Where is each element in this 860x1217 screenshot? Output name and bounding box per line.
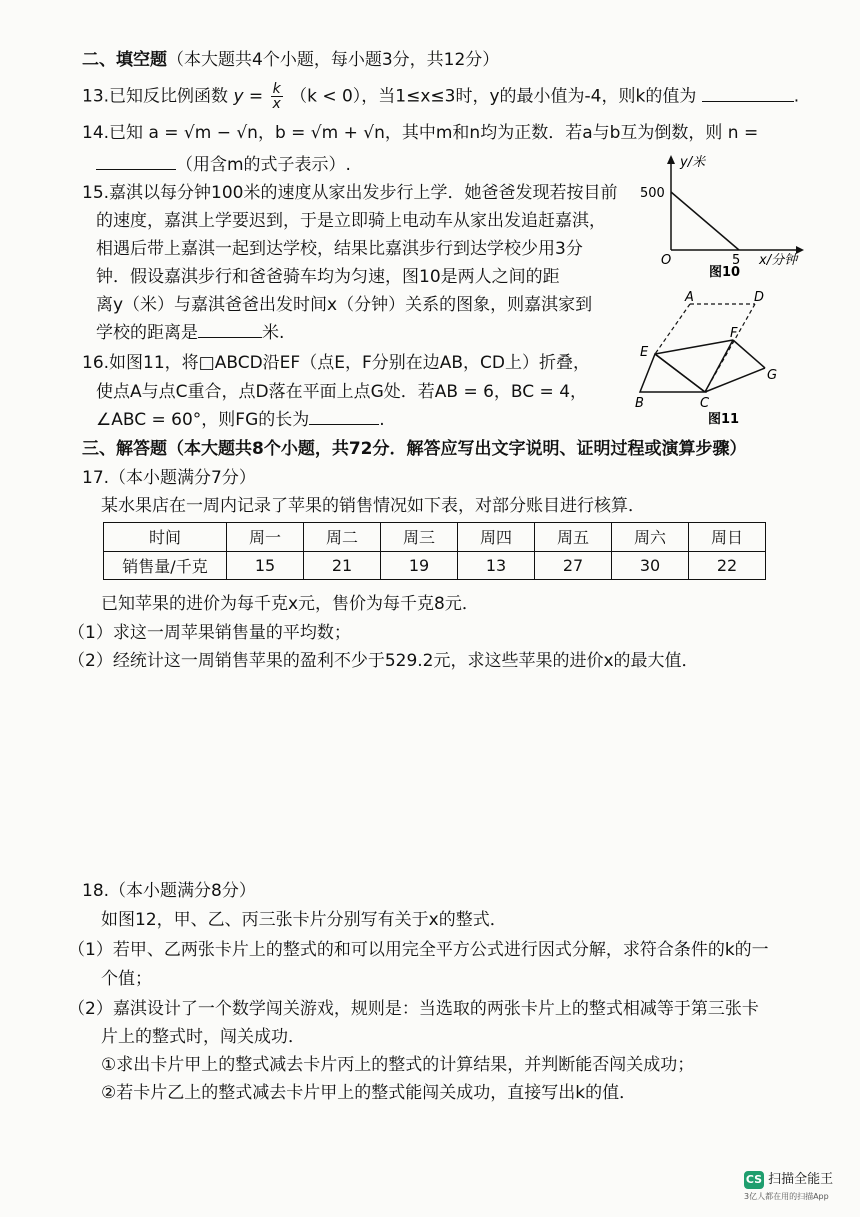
q15-line: 15.嘉淇以每分钟100米的速度从家出发步行上学．她爸爸发现若按目前 <box>82 183 618 203</box>
value-cell: 27 <box>535 551 612 580</box>
q14-line1: 14.已知 a = √m − √n，b = √m + √n，其中m和n均为正数．若a与b互为倒数，则 n = <box>82 123 759 143</box>
header-cell: 周三 <box>381 523 458 552</box>
q14-line2: （用含m的式子表示）. <box>96 154 351 176</box>
x-tick-label: 5 <box>732 253 741 268</box>
header-cell: 周五 <box>535 523 612 552</box>
vertex-c: C <box>700 396 710 411</box>
figure-11-parallelogram <box>630 290 790 430</box>
q18-part1a: （1）若甲、乙两张卡片上的整式的和可以用完全平方公式进行因式分解，求符合条件的k的一 <box>68 940 769 960</box>
value-cell: 19 <box>381 551 458 580</box>
q18-intro: 如图12，甲、乙、丙三张卡片分别写有关于x的整式． <box>101 910 507 930</box>
q18-part2b: 片上的整式时，闯关成功． <box>101 1027 305 1047</box>
point-g: G <box>767 368 778 383</box>
header-cell: 周四 <box>458 523 535 552</box>
q16-line1: 16.如图11，将□ABCD沿EF（点E，F分别在边AB，CD上）折叠， <box>82 353 590 373</box>
q15-line: 离y（米）与嘉淇爸爸出发时间x（分钟）关系的图象，则嘉淇家到 <box>96 295 593 315</box>
x-axis-label: x/分钟 <box>759 253 798 268</box>
table-row <box>104 551 766 580</box>
scanner-watermark <box>744 1168 833 1189</box>
q18-sub1: ①求出卡片甲上的整式减去卡片丙上的整式的计算结果，并判断能否闯关成功； <box>101 1055 695 1075</box>
q18-part1b: 个值； <box>101 969 152 989</box>
q18-head: 18.（本小题满分8分） <box>82 881 256 901</box>
point-e: E <box>640 345 649 360</box>
distance-line <box>671 192 739 250</box>
q18-sub2: ②若卡片乙上的整式减去卡片甲上的整式能闯关成功，直接写出k的值． <box>101 1083 637 1103</box>
vertex-a: A <box>685 290 694 305</box>
value-cell: 22 <box>689 551 766 580</box>
figure-10-graph <box>636 150 816 280</box>
q17-intro: 某水果店在一周内记录了苹果的销售情况如下表，对部分账目进行核算． <box>101 496 645 516</box>
value-cell: 15 <box>227 551 304 580</box>
q18-part2a: （2）嘉淇设计了一个数学闯关游戏，规则是：当选取的两张卡片上的整式相减等于第三张卡 <box>68 999 759 1019</box>
vertex-d: D <box>754 290 765 305</box>
q15-line: 相遇后带上嘉淇一起到达学校，结果比嘉淇步行到达学校少用3分 <box>96 239 583 259</box>
value-cell: 13 <box>458 551 535 580</box>
q17-part1: （1）求这一周苹果销售量的平均数； <box>68 623 351 643</box>
row-label-cell: 销售量/千克 <box>104 551 227 580</box>
value-cell: 21 <box>304 551 381 580</box>
q16-line2: 使点A与点C重合，点D落在平面上点G处．若AB = 6，BC = 4， <box>96 382 588 402</box>
q16-line3: ∠ABC = 60°，则FG的长为 . <box>96 410 385 430</box>
camscanner-logo-icon: CS <box>744 1171 764 1189</box>
q15-line: 钟．假设嘉淇步行和爸爸骑车均为匀速，图10是两人之间的距 <box>96 267 560 287</box>
q17-price: 已知苹果的进价为每千克x元，售价为每千克8元． <box>101 594 479 614</box>
header-cell: 周六 <box>612 523 689 552</box>
value-cell: 30 <box>612 551 689 580</box>
section2-heading: 二、填空题（本大题共4个小题，每小题3分，共12分） <box>82 50 500 70</box>
fraction-k-over-x: $\frac{k}{x}$ <box>272 81 281 112</box>
header-cell: 时间 <box>104 523 227 552</box>
answer-blank <box>702 87 794 102</box>
answer-blank <box>96 155 176 170</box>
x-axis-arrow <box>796 246 804 254</box>
y-tick-label: 500 <box>640 186 665 201</box>
answer-blank <box>198 323 262 338</box>
section3-heading: 三、解答题（本大题共8个小题，共72分．解答应写出文字说明、证明过程或演算步骤） <box>82 439 747 459</box>
origin-label: O <box>661 253 672 268</box>
header-cell: 周二 <box>304 523 381 552</box>
sales-table <box>103 522 766 580</box>
point-f: F <box>730 326 738 341</box>
figure-caption: 图11 <box>708 412 740 427</box>
q15-line: 的速度，嘉淇上学要迟到，于是立即骑上电动车从家出发追赶嘉淇， <box>96 211 606 231</box>
y-axis-label: y/米 <box>680 155 706 170</box>
header-cell: 周一 <box>227 523 304 552</box>
watermark-name: 扫描全能王 <box>768 1172 834 1187</box>
q17-head: 17.（本小题满分7分） <box>82 468 256 488</box>
q15-line-last: 学校的距离是 米. <box>96 323 285 343</box>
q17-part2: （2）经统计这一周销售苹果的盈利不少于529.2元，求这些苹果的进价x的最大值． <box>68 651 699 671</box>
table-header-row <box>104 523 766 552</box>
watermark-subtitle: 3亿人都在用的扫描App <box>744 1192 829 1201</box>
y-axis-arrow <box>667 155 675 164</box>
figure-caption: 图10 <box>709 265 741 280</box>
vertex-b: B <box>635 396 644 411</box>
answer-blank <box>309 410 379 425</box>
header-cell: 周日 <box>689 523 766 552</box>
q13: 13.已知反比例函数 y = $\frac{k}{x}$ （k < 0），当1≤x≤3时，y的最小值为-4，则k的值为 . <box>82 81 800 112</box>
